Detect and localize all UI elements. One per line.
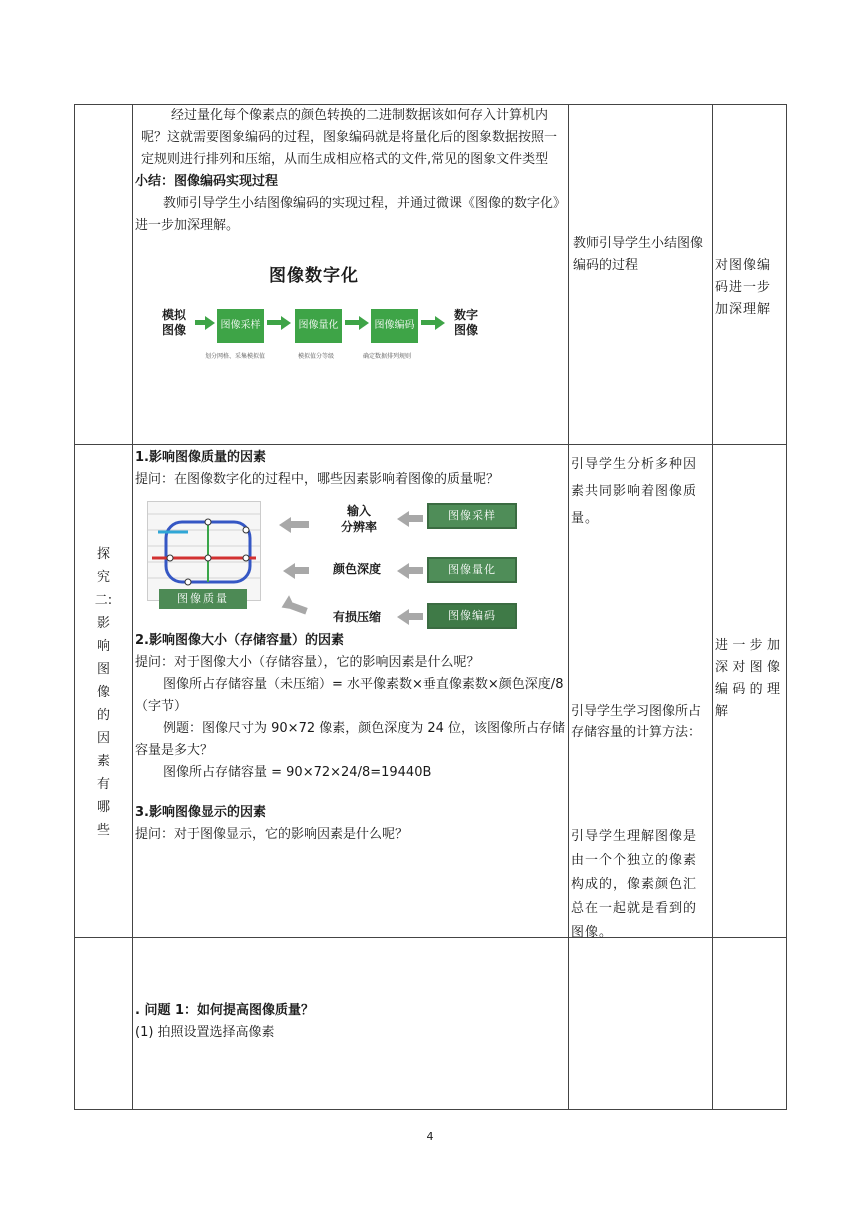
teacher-activity-cell xyxy=(569,105,713,445)
size-example: 例题：图像尺寸为 90×72 像素，颜色深度为 24 位，该图像所占存储容量是多大？ xyxy=(135,721,566,758)
display-heading: 3.影响图像显示的因素 xyxy=(135,805,266,820)
factor-label-color-depth: 颜色深度 xyxy=(332,562,381,576)
arrow-line xyxy=(409,613,423,620)
flow-step-quantization: 图像量化 xyxy=(295,309,342,343)
stage-char: 有 xyxy=(96,777,110,792)
stage-char: 探 xyxy=(96,547,110,562)
display-question: 提问：对于图像显示，它的影响因素是什么呢？ xyxy=(135,827,409,842)
stage-char: 影 xyxy=(96,616,110,631)
flow-arrow-icon xyxy=(359,316,369,330)
flow-arrow-icon xyxy=(281,316,291,330)
flow-arrow-icon xyxy=(205,316,215,330)
arrow-line xyxy=(295,567,309,574)
size-formula: 图像所占存储容量（未压缩）= 水平像素数×垂直像素数×颜色深度/8（字节） xyxy=(135,677,564,714)
content-cell xyxy=(133,445,569,938)
table-row xyxy=(75,105,787,445)
flow-arrow-line xyxy=(345,320,359,325)
lesson-plan-table xyxy=(74,104,787,1110)
stage-char: 响 xyxy=(96,639,110,654)
teacher-activity-cell xyxy=(569,938,713,1110)
size-heading: 2.影响图像大小（存储容量）的因素 xyxy=(135,633,344,648)
content-cell xyxy=(133,105,569,445)
page-number: 4 xyxy=(426,1130,434,1143)
encoding-paragraph: 经过量化每个像素点的颜色转换的二进制数据该如何存入计算机内呢？这就需要图象编码的过程，图象编码就是将量化后的图象数据按照一定规则进行排列和压缩，从而生成相应格式的文件,常见的图象文件类型 xyxy=(141,108,558,167)
left-arrow-icon xyxy=(283,563,295,579)
stage-char: 究 xyxy=(96,570,110,585)
flow-step-sampling: 图像采样 xyxy=(217,309,264,343)
stage-char: 像 xyxy=(96,685,110,700)
table-row xyxy=(75,445,787,938)
arrow-line xyxy=(290,602,307,614)
design-intent-cell xyxy=(713,938,787,1110)
flow-start-label: 模拟图像 xyxy=(161,308,186,337)
left-arrow-icon xyxy=(397,609,409,625)
teacher-activity-quality: 引导学生分析多种因素共同影响着图像质量。 xyxy=(571,457,698,526)
design-intent-cell xyxy=(713,445,787,938)
design-intent-text: 对图像编码进一步加深理解 xyxy=(715,258,772,317)
image-quality-diagram xyxy=(147,497,527,632)
flow-step-encoding: 图像编码 xyxy=(371,309,418,343)
content-cell xyxy=(133,938,569,1110)
factor-button-encoding: 图像编码 xyxy=(427,603,517,629)
flow-arrow-line xyxy=(267,320,281,325)
quality-heading: 1.影响图像质量的因素 xyxy=(135,450,266,465)
subway-map-image xyxy=(147,501,261,601)
left-arrow-icon xyxy=(397,563,409,579)
flow-arrow-line xyxy=(421,320,435,325)
flow-arrow-line xyxy=(195,320,205,325)
teacher-activity-display: 引导学生理解图像是由一个个独立的像素构成的，像素颜色汇总在一起就是看到的图像。 xyxy=(571,829,698,940)
design-intent-text: 进一步加深对图像编码的理解 xyxy=(715,638,782,719)
left-arrow-icon xyxy=(397,511,409,527)
teacher-activity-text: 教师引导学生小结图像编码的过程 xyxy=(573,236,704,273)
flow-title: 图像数字化 xyxy=(269,266,359,286)
flow-step-caption: 划分网格、采集模拟值 xyxy=(205,353,266,360)
quality-question: 提问：在图像数字化的过程中，哪些因素影响着图像的质量呢？ xyxy=(135,472,500,487)
factor-button-quantization: 图像量化 xyxy=(427,557,517,583)
question-heading: . 问题 1：如何提高图像质量？ xyxy=(135,1003,315,1018)
summary-heading: 小结：图像编码实现过程 xyxy=(135,174,279,189)
arrow-line xyxy=(291,521,309,528)
stage-char: 哪 xyxy=(96,800,110,815)
arrow-line xyxy=(409,567,423,574)
size-answer: 图像所占存储容量 = 90×72×24/8=19440B xyxy=(163,765,432,780)
stage-char: 因 xyxy=(96,731,110,746)
factor-button-sampling: 图像采样 xyxy=(427,503,517,529)
factor-label-lossy-compression: 有损压缩 xyxy=(332,610,381,624)
left-arrow-icon xyxy=(279,517,291,533)
stage-char: 的 xyxy=(96,708,110,723)
stage-char: 二: xyxy=(94,593,113,608)
flow-end-label: 数字图像 xyxy=(453,308,478,337)
summary-paragraph: 教师引导学生小结图像编码的实现过程，并通过微课《图像的数字化》进一步加深理解。 xyxy=(135,196,567,233)
stage-char: 图 xyxy=(96,662,110,677)
teacher-activity-cell xyxy=(569,445,713,938)
stage-char: 些 xyxy=(96,823,110,838)
image-quality-caption: 图像质量 xyxy=(159,589,247,609)
table-row xyxy=(75,938,787,1110)
size-question: 提问：对于图像大小（存储容量），它的影响因素是什么呢？ xyxy=(135,655,480,670)
flow-arrow-icon xyxy=(435,316,445,330)
flow-step-caption: 确定数据排列规则 xyxy=(363,353,412,360)
question-item: (1) 拍照设置选择高像素 xyxy=(135,1025,275,1040)
stage-cell-empty xyxy=(75,105,133,445)
digitization-flow-diagram xyxy=(155,245,478,375)
arrow-line xyxy=(409,515,423,522)
stage-label-cell xyxy=(75,445,133,938)
flow-step-caption: 模拟值分等级 xyxy=(298,353,335,360)
stage-char: 素 xyxy=(96,754,110,769)
teacher-activity-size: 引导学生学习图像所占存储容量的计算方法： xyxy=(571,704,702,740)
design-intent-cell xyxy=(713,105,787,445)
stage-cell-empty xyxy=(75,938,133,1110)
factor-label-resolution: 输入 分辨率 xyxy=(340,504,377,534)
